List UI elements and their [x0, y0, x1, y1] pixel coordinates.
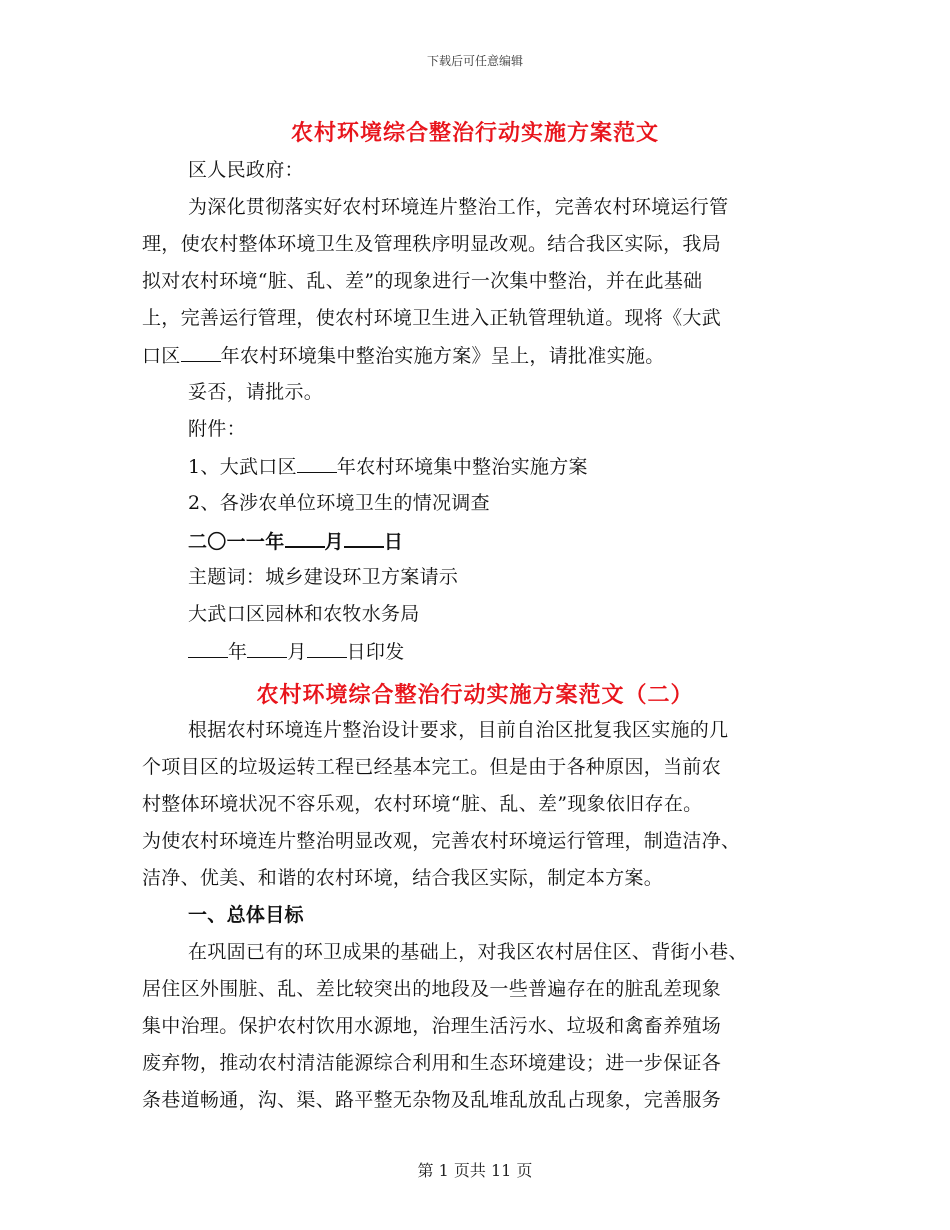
paragraph-line: 村整体环境状况不容乐观，农村环境“脏、乱、差”现象依旧存在。: [142, 793, 703, 815]
paragraph-line: 洁净、优美、和谐的农村环境，结合我区实际，制定本方案。: [142, 867, 664, 889]
document-title: 农村环境综合整治行动实施方案范文: [290, 121, 659, 146]
paragraph-line: 集中治理。保护农村饮用水源地，治理生活污水、垃圾和禽畜养殖场: [142, 1015, 722, 1037]
date-line: [188, 528, 403, 554]
issuer-line: 大武口区园林和农牧水务局: [188, 603, 420, 625]
request-line: 妥否，请批示。: [188, 381, 324, 403]
paragraph-text: 口区: [142, 345, 181, 367]
fill-blank: [344, 528, 384, 548]
paragraph-line: [142, 343, 665, 368]
paragraph-line: 在巩固已有的环卫成果的基础上，对我区农村居住区、背街小巷、: [188, 941, 748, 963]
paragraph-text: 年农村环境集中整治实施方案》呈上，请批准实施。: [220, 345, 665, 367]
subject-line: 主题词：城乡建设环卫方案请示: [188, 566, 459, 588]
print-text: 日印发: [346, 641, 405, 663]
print-text: 年: [228, 641, 248, 663]
attachment-item: 2、各涉农单位环境卫生的情况调查: [188, 492, 490, 514]
paragraph-line: 条巷道畅通，沟、渠、路平整无杂物及乱堆乱放乱占现象，完善服务: [142, 1089, 722, 1111]
fill-blank: [181, 343, 221, 362]
section-heading: 一、总体目标: [188, 904, 304, 926]
attachment-text: 年农村环境集中整治实施方案: [336, 456, 588, 478]
paragraph-line: 居住区外围脏、乱、差比较突出的地段及一些普遍存在的脏乱差现象: [142, 978, 722, 1000]
header-note: 下载后可任意编辑: [426, 54, 523, 68]
paragraph-line: 为深化贯彻落实好农村环境连片整治工作，完善农村环境运行管: [188, 196, 729, 218]
fill-blank: [297, 454, 337, 473]
paragraph-line: 理，使农村整体环境卫生及管理秩序明显改观。结合我区实际，我局: [142, 233, 722, 255]
paragraph-line: 上，完善运行管理，使农村环境卫生进入正轨管理轨道。现将《大武: [142, 307, 722, 329]
attachment-item: [188, 454, 588, 479]
paragraph-line: 根据农村环境连片整治设计要求，目前自治区批复我区实施的几: [188, 719, 729, 741]
attachment-label: 附件：: [188, 418, 246, 440]
paragraph-line: 拟对农村环境“脏、乱、差”的现象进行一次集中整治，并在此基础: [142, 270, 703, 292]
paragraph-line: 个项目区的垃圾运转工程已经基本完工。但是由于各种原因，当前农: [142, 756, 722, 778]
date-text: 月: [324, 531, 344, 553]
fill-blank: [247, 639, 287, 658]
print-date-line: [188, 639, 405, 664]
page-number: 第 1 页共 11 页: [417, 1161, 533, 1180]
paragraph-line: 废弃物，推动农村清洁能源综合利用和生态环境建设；进一步保证各: [142, 1052, 722, 1074]
date-text: 二〇一一年: [188, 531, 285, 553]
attachment-text: 1、大武口区: [188, 456, 297, 478]
fill-blank: [307, 639, 347, 658]
addressee: 区人民政府：: [188, 159, 304, 181]
paragraph-line: 为使农村环境连片整治明显改观，完善农村环境运行管理，制造洁净、: [142, 830, 741, 852]
section-title: 农村环境综合整治行动实施方案范文（二）: [256, 683, 694, 708]
print-text: 月: [287, 641, 307, 663]
date-text: 日: [383, 531, 404, 553]
fill-blank: [285, 528, 325, 548]
fill-blank: [188, 639, 228, 658]
